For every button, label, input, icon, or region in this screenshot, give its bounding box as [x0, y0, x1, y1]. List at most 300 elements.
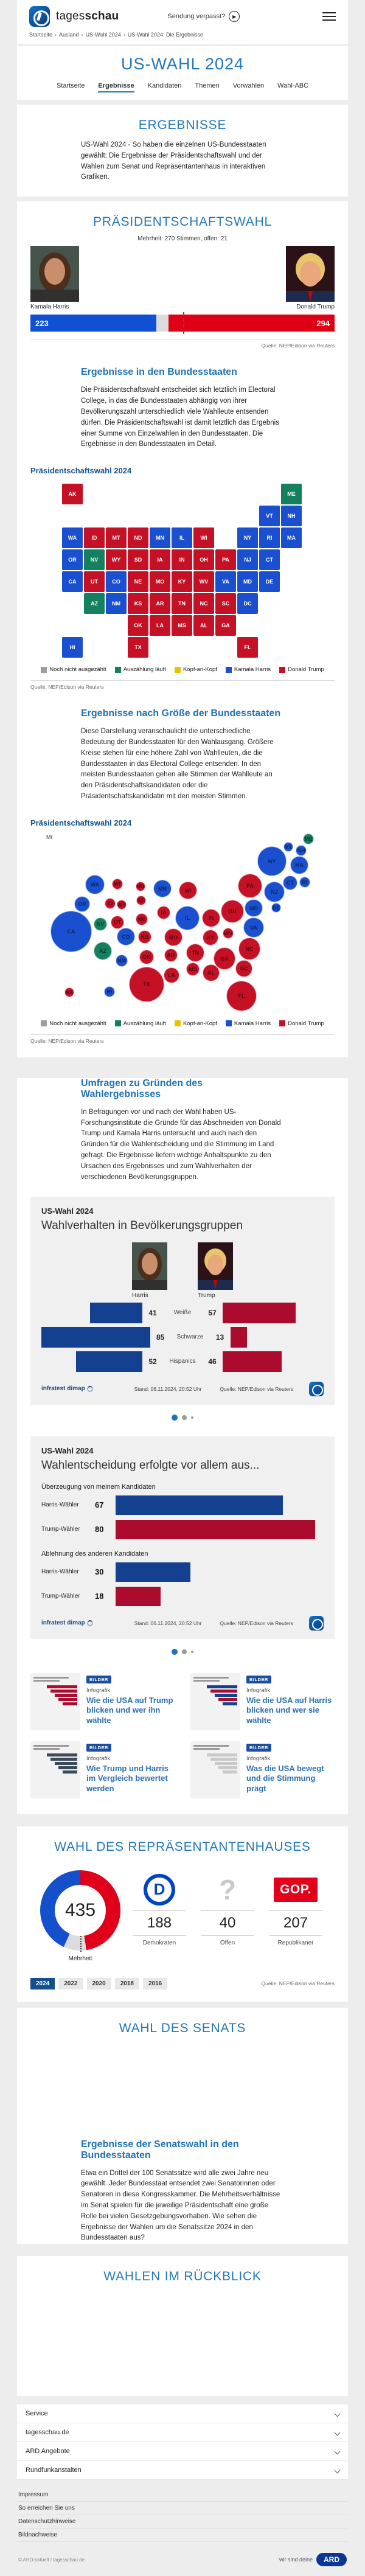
map-state-bubble[interactable]: AZ: [94, 942, 113, 961]
chart-row: [41, 1562, 324, 1582]
chart-row: [41, 1520, 324, 1539]
legend-label: Auszählung läuft: [123, 1020, 166, 1027]
legend-label: Kopf-an-Kopf: [182, 666, 217, 674]
map-state-bubble[interactable]: VT: [283, 842, 293, 852]
legend-item: [226, 1020, 271, 1027]
map-state-bubble[interactable]: NC: [238, 938, 261, 960]
majority-marker: [183, 312, 184, 334]
play-icon[interactable]: ▶: [229, 11, 240, 22]
trump-ev-value: 294: [316, 318, 330, 328]
tagesschau-logo-icon[interactable]: [29, 6, 50, 27]
map-state-tile[interactable]: VT: [259, 506, 280, 526]
group-label: Schwarze: [176, 1334, 204, 1340]
thumb-bar: [58, 1698, 77, 1701]
trump-bar-track: [223, 1303, 324, 1323]
breadcrumb-link[interactable]: Ausland: [59, 32, 79, 38]
map-state-bubble[interactable]: IL: [175, 906, 200, 930]
map-state-tile[interactable]: UT: [84, 571, 105, 592]
map-state-tile[interactable]: CO: [106, 571, 127, 592]
thumb-bar: [210, 1758, 237, 1761]
accordion-label: tagesschau.de: [26, 2429, 69, 2437]
bilder-badge: BILDER: [246, 1676, 271, 1683]
map-state-tile[interactable]: ME: [281, 484, 302, 504]
accordion-rundfunkanstalten[interactable]: [17, 2461, 348, 2480]
map-state-bubble[interactable]: DE: [271, 903, 281, 913]
legend-label: Donald Trump: [288, 1020, 324, 1027]
chart-row: [41, 1303, 324, 1323]
chart-row: [41, 1587, 324, 1606]
harris-bar-track: [41, 1303, 142, 1323]
map-kicker: Präsidentschaftswahl 2024: [30, 466, 132, 476]
tab-wahl-abc[interactable]: Wahl-ABC: [277, 82, 309, 89]
year-button-2016[interactable]: 2016: [143, 1978, 167, 1989]
ev-segment-Donald Trump: [169, 315, 335, 332]
bilder-badge: BILDER: [86, 1676, 111, 1683]
map-legend: [17, 1020, 348, 1027]
year-button-2018[interactable]: 2018: [115, 1978, 139, 1989]
trump-bar-track: [223, 1351, 324, 1372]
thumb-bar: [210, 1690, 237, 1693]
row-value: 18: [95, 1592, 104, 1601]
teaser-card[interactable]: [30, 1673, 175, 1730]
row-label: Trump-Wähler: [41, 1593, 80, 1600]
year-button-2022[interactable]: 2022: [58, 1978, 83, 1989]
map-state-tile[interactable]: ND: [128, 527, 148, 548]
teaser-thumbnail: [190, 1741, 240, 1798]
page-footer: [0, 2396, 365, 2576]
stand-timestamp: Stand: 06.11.2024, 20:52 Uhr: [134, 1385, 202, 1392]
electoral-bar: [30, 315, 335, 332]
map-state-tile[interactable]: TN: [172, 593, 192, 614]
map-state-bubble[interactable]: MO: [164, 928, 182, 946]
gop-logo-icon: GOP.: [274, 1878, 318, 1902]
map-state-tile[interactable]: AR: [150, 593, 170, 614]
ard-logo[interactable]: ARD: [316, 2553, 347, 2566]
map-state-bubble[interactable]: AL: [203, 964, 220, 981]
senat-heading: WAHL DES SENATS: [119, 2021, 246, 2035]
trump-bar-track: [231, 1327, 324, 1348]
breadcrumb-link[interactable]: US-Wahl 2024: [85, 32, 121, 38]
umfragen-text: In Befragungen vor und nach der Wahl haben US-Forschungsinstitute die Gründe für das Abschneiden von Donald Trump und Kamala Harris untersucht und auch nach den Gründen für die Wahlentscheidung und die Stimmung im Land gefragt. Die Ergebnisse liefern wichtige Anhaltspunkte zu den Ursachen des Ergebnisses und zum Wahlverhalten der verschiedenen Bevölkerungsgruppen.: [81, 1108, 281, 1181]
map-state-tile[interactable]: NE: [128, 571, 148, 592]
legend-item: [279, 1020, 324, 1027]
source-note: Quelle: NEP/Edison via Reuters: [220, 1385, 293, 1392]
trump-value: 46: [208, 1357, 217, 1366]
accordion-ardangebote[interactable]: [17, 2442, 348, 2461]
map-state-tile[interactable]: NJ: [237, 549, 258, 570]
map-state-tile[interactable]: VA: [215, 571, 236, 592]
section-rueckblick: [17, 2256, 348, 2396]
map-state-bubble[interactable]: OK: [139, 950, 154, 964]
footer-link[interactable]: Datenschutzhinweise: [17, 2515, 348, 2529]
thumb-bar: [215, 1694, 237, 1697]
teaser-kicker: Infografik: [246, 1687, 271, 1694]
teaser-text: [246, 1741, 335, 1798]
map-state-tile[interactable]: SD: [128, 549, 148, 570]
infratest-dimap-logo: infratest dimap: [41, 1620, 93, 1626]
map-state-bubble[interactable]: IA: [157, 906, 171, 920]
harris-value: 52: [148, 1357, 157, 1366]
map-state-bubble[interactable]: NM: [116, 955, 128, 967]
teaser-text: [246, 1673, 335, 1730]
map-state-bubble[interactable]: CT: [283, 875, 297, 890]
map-state-bubble[interactable]: NJ: [264, 882, 285, 902]
map-state-bubble[interactable]: RI: [299, 877, 310, 888]
thumb-bar: [218, 1698, 237, 1701]
year-button-2020[interactable]: 2020: [87, 1978, 111, 1989]
open-question-icon: ?: [218, 1873, 237, 1906]
tagesschau-logo-icon: [309, 1382, 324, 1396]
map-state-tile[interactable]: KY: [172, 571, 192, 592]
map-state-bubble[interactable]: MN: [153, 880, 171, 897]
groesse-text: Diese Darstellung veranschaulicht die unterschiedliche Bedeutung der Bundesstaaten für den Wahlausgang. Größere Kreise stehen für eine höhere Zahl von Wahlleuten, die die Bundesstaaten in das Electoral College entsenden. In den meisten Bundesstaaten gehen alle Stimmen der Wahlleute an den Präsidentschaftskandidaten oder die Präsidentschaftskandidatin mit den meisten Stimmen.: [81, 728, 274, 800]
row-bar: [116, 1495, 283, 1515]
map-state-bubble[interactable]: NE: [136, 913, 148, 926]
map-state-tile[interactable]: KS: [128, 593, 148, 614]
chevron-down-icon: [335, 2411, 341, 2417]
map-state-tile[interactable]: DC: [237, 593, 258, 614]
ard-claim: wir sind deine: [279, 2557, 313, 2563]
map-state-bubble[interactable]: WV: [223, 928, 234, 939]
footer-accordion: [17, 2404, 348, 2480]
map-state-tile[interactable]: TX: [128, 637, 148, 658]
footer-link[interactable]: Bildnachweise: [17, 2529, 348, 2542]
map-state-bubble[interactable]: KS: [138, 930, 152, 944]
tab-themen[interactable]: Themen: [195, 82, 220, 89]
trump-value: 57: [208, 1308, 217, 1317]
map-state-tile[interactable]: LA: [150, 615, 170, 636]
map-state-tile[interactable]: RI: [259, 527, 280, 548]
thumb-bar: [58, 1766, 77, 1769]
sendung-label: Sendung verpasst?: [167, 13, 226, 20]
carousel-dot[interactable]: [172, 1415, 178, 1421]
section-praesidentschaftswahl: [17, 201, 348, 1057]
stat-demokraten: D 188 Demokraten: [133, 1873, 186, 1946]
year-button-2024[interactable]: 2024: [30, 1978, 55, 1989]
map-state-bubble[interactable]: MS: [186, 963, 200, 976]
teaser-card[interactable]: [190, 1741, 335, 1798]
rep-seats: 207: [269, 1910, 322, 1936]
tagesschau-logo-icon: [309, 1616, 324, 1631]
map-state-tile[interactable]: WY: [106, 549, 127, 570]
map-state-bubble[interactable]: NY: [257, 846, 287, 876]
map-state-tile[interactable]: IA: [150, 549, 170, 570]
carousel-dot[interactable]: [191, 1416, 193, 1419]
map-state-tile[interactable]: AZ: [84, 593, 105, 614]
group-label: Hispanics: [169, 1358, 196, 1365]
map-state-tile[interactable]: MT: [106, 527, 127, 548]
map-state-bubble[interactable]: NV: [94, 917, 108, 931]
map-state-tile[interactable]: OH: [193, 549, 214, 570]
site-header: [17, 0, 348, 44]
thumb-bar: [207, 1685, 237, 1688]
harris-ev-value: 223: [35, 318, 49, 328]
majority-label: Mehrheit: [68, 1955, 92, 1962]
carousel-dot[interactable]: [172, 1649, 178, 1655]
accordion-label: Service: [26, 2410, 48, 2418]
rueckblick-heading: WAHLEN IM RÜCKBLICK: [103, 2269, 262, 2284]
footer-link[interactable]: So erreichen Sie uns: [17, 2502, 348, 2515]
map-state-bubble[interactable]: AR: [164, 949, 178, 963]
menu-icon[interactable]: [322, 10, 336, 23]
carousel-dot[interactable]: [182, 1649, 187, 1654]
majority-note: Mehrheit: 270 Stimmen, offen: 21: [137, 235, 228, 243]
map-state-tile[interactable]: WI: [193, 527, 214, 548]
stat-republikaner: GOP. 207 Republikaner: [269, 1873, 322, 1946]
legend-swatch: [226, 1020, 232, 1026]
trump-photo: [286, 246, 335, 302]
trump-photo: [198, 1242, 233, 1290]
legend-item: [279, 666, 324, 673]
map-state-bubble[interactable]: TX: [129, 967, 164, 1002]
ergebnisse-heading: ERGEBNISSE: [138, 118, 227, 132]
thumb-bar: [63, 1770, 77, 1774]
harris-value: 41: [148, 1308, 157, 1317]
teaser-title[interactable]: Was die USA bewegt und die Stimmung prägt: [246, 1763, 324, 1794]
map-state-tile[interactable]: CT: [259, 549, 280, 570]
thumb-bar: [63, 1702, 77, 1705]
thumb-bar: [223, 1702, 237, 1705]
legend-item: [226, 666, 271, 673]
map-state-tile[interactable]: CA: [62, 571, 83, 592]
map-state-tile[interactable]: AK: [62, 484, 83, 504]
row-value: 30: [95, 1567, 104, 1576]
map-state-bubble[interactable]: MI: [46, 834, 52, 840]
map-state-bubble[interactable]: ME: [303, 834, 314, 844]
teaser-kicker: Infografik: [86, 1755, 111, 1762]
legend-swatch: [175, 667, 181, 673]
map-state-bubble[interactable]: KY: [203, 930, 218, 945]
tab-kandidaten[interactable]: Kandidaten: [147, 82, 182, 89]
bar-group-title: Ablehnung des anderen Kandidaten: [41, 1550, 148, 1558]
map-state-tile[interactable]: DE: [259, 571, 280, 592]
legend-item: [115, 666, 166, 673]
map-state-bubble[interactable]: ID: [105, 898, 116, 909]
map-state-bubble[interactable]: ND: [136, 882, 145, 891]
map-state-bubble[interactable]: SC: [235, 960, 252, 977]
chart-title: Wahlverhalten in Bevölkerungsgruppen: [41, 1219, 243, 1232]
teaser-thumbnail: [30, 1741, 80, 1798]
thumb-bar: [55, 1694, 77, 1697]
row-bar: [116, 1562, 190, 1582]
breadcrumb-link[interactable]: Startseite: [29, 32, 53, 38]
map-state-bubble[interactable]: HI: [104, 986, 115, 997]
teaser-card[interactable]: [30, 1741, 175, 1798]
map-state-bubble[interactable]: UT: [111, 916, 125, 930]
map-state-tile[interactable]: MN: [150, 527, 170, 548]
row-bar: [116, 1520, 315, 1539]
map-state-bubble[interactable]: FL: [226, 981, 257, 1011]
map-state-tile[interactable]: MD: [237, 571, 258, 592]
harris-photo: [30, 246, 79, 302]
chart-row: [41, 1327, 324, 1348]
chevron-down-icon: [335, 2429, 341, 2435]
map-state-bubble[interactable]: OH: [221, 900, 244, 923]
source-note: Quelle: NEP/Edison via Reuters: [261, 343, 335, 349]
year-selector: [30, 1978, 167, 1989]
thumb-bar: [223, 1770, 237, 1774]
map-state-bubble[interactable]: MA: [290, 856, 309, 875]
row-bar: [116, 1587, 161, 1606]
map-state-bubble[interactable]: SD: [136, 896, 146, 905]
chart-kicker: US-Wahl 2024: [41, 1446, 94, 1455]
map-state-tile[interactable]: WV: [193, 571, 214, 592]
thumb-bar: [50, 1690, 77, 1693]
map-state-bubble[interactable]: NH: [296, 845, 307, 856]
thumb-bar: [55, 1762, 77, 1765]
sendung-verpasst-link[interactable]: [167, 11, 240, 22]
map-state-bubble[interactable]: WA: [85, 875, 105, 894]
map-state-tile[interactable]: IL: [172, 527, 192, 548]
brand-wordmark[interactable]: tagesschau: [56, 10, 119, 23]
map-state-bubble[interactable]: AK: [64, 987, 74, 997]
teaser-text: [86, 1741, 175, 1798]
row-label: Harris-Wähler: [41, 1502, 79, 1508]
map-state-tile[interactable]: FL: [237, 637, 258, 658]
map-state-tile[interactable]: NM: [106, 593, 127, 614]
accordion-service[interactable]: [17, 2404, 348, 2423]
map-state-bubble[interactable]: CA: [50, 911, 92, 952]
teaser-thumbnail: [30, 1673, 80, 1730]
map-kicker: Präsidentschaftswahl 2024: [30, 818, 132, 827]
carousel-dot[interactable]: [191, 1651, 193, 1653]
map-state-tile[interactable]: OK: [128, 615, 148, 636]
map-state-bubble[interactable]: CO: [117, 928, 134, 945]
tab-startseite[interactable]: Startseite: [56, 82, 85, 89]
source-note: Quelle: NEP/Edison via Reuters: [261, 1980, 335, 1986]
legend-label: Kopf-an-Kopf: [182, 1020, 217, 1027]
teaser-title[interactable]: Wie Trump und Harris im Vergleich bewertet werden: [86, 1763, 169, 1794]
map-state-tile[interactable]: ID: [84, 527, 105, 548]
accordion-tagesschaude[interactable]: [17, 2423, 348, 2442]
thumb-bar: [207, 1753, 237, 1756]
breadcrumb-link[interactable]: US-Wahl 2024: Die Ergebnisse: [127, 32, 203, 38]
legend-item: [41, 1020, 106, 1027]
harris-name: Kamala Harris: [30, 304, 69, 311]
open-seats: 40: [201, 1910, 254, 1936]
map-state-bubble[interactable]: VA: [243, 917, 263, 938]
map-state-bubble[interactable]: IN: [202, 909, 221, 928]
tab-vorwahlen[interactable]: Vorwahlen: [232, 82, 265, 89]
map-state-tile[interactable]: SC: [215, 593, 236, 614]
teaser-title[interactable]: Wie die USA auf Harris blicken und wer sie wählte: [246, 1695, 332, 1725]
map-state-tile[interactable]: MA: [281, 527, 302, 548]
ev-segment-Kamala Harris: [30, 315, 156, 332]
group-label: Weiße: [173, 1309, 192, 1316]
map-legend: [17, 666, 348, 673]
chevron-down-icon: [335, 2467, 341, 2473]
legend-label: Noch nicht ausgezählt: [49, 666, 106, 674]
map-state-bubble[interactable]: WI: [179, 882, 196, 899]
map-state-bubble[interactable]: GA: [214, 947, 236, 970]
teaser-kicker: Infografik: [246, 1755, 271, 1762]
map-state-bubble[interactable]: LA: [164, 967, 179, 983]
stand-timestamp: Stand: 06.11.2024, 20:52 Uhr: [134, 1620, 202, 1626]
section-repraesentantenhaus: [17, 1826, 348, 2002]
map-state-tile[interactable]: NC: [193, 593, 214, 614]
map-state-tile[interactable]: NY: [237, 527, 258, 548]
map-state-bubble[interactable]: PA: [238, 874, 262, 898]
map-state-tile[interactable]: IN: [172, 549, 192, 570]
accordion-label: Rundfunkanstalten: [26, 2466, 82, 2474]
ev-segment-offen: [156, 315, 169, 332]
chart-wahlentscheidung: [30, 1436, 335, 1639]
legend-label: Kamala Harris: [234, 1020, 271, 1027]
map-state-bubble[interactable]: MD: [245, 899, 262, 917]
harris-bar: [90, 1303, 142, 1323]
legend-swatch: [115, 1020, 121, 1026]
trump-bar: [223, 1351, 282, 1372]
carousel-dot[interactable]: [182, 1415, 187, 1420]
teaser-title[interactable]: Wie die USA auf Trump blicken und wer ihn wählte: [86, 1695, 173, 1725]
thumb-bar: [47, 1753, 77, 1756]
chart-title: Wahlentscheidung erfolgte vor allem aus...: [41, 1458, 260, 1472]
map-state-bubble[interactable]: WY: [117, 900, 127, 910]
infografik-teasers: [30, 1673, 335, 1814]
legend-item: [175, 666, 217, 673]
map-state-tile[interactable]: GA: [215, 615, 236, 636]
tab-ergebnisse[interactable]: Ergebnisse: [98, 82, 134, 92]
section-umfragen: [17, 1078, 348, 1814]
legend-label: Noch nicht ausgezählt: [49, 1020, 106, 1027]
harris-value: 85: [156, 1332, 165, 1342]
legend-item: [41, 666, 106, 673]
ergebnisse-text: US-Wahl 2024 - So haben die einzelnen US-Bundesstaaten gewählt: Die Ergebnisse der Präsidentschaftswahl und der Wahlen zum Senat und Repräsentantenhaus in interaktiven Grafiken.: [81, 141, 266, 181]
democrats-logo-icon: D: [144, 1874, 175, 1906]
accordion-label: ARD Angebote: [26, 2448, 70, 2456]
map-state-tile[interactable]: PA: [215, 549, 236, 570]
bilder-badge: BILDER: [86, 1744, 111, 1752]
map-state-tile[interactable]: OR: [62, 549, 83, 570]
column-label-harris: Harris: [132, 1292, 148, 1299]
legend-swatch: [115, 667, 121, 673]
umfragen-heading: Umfragen zu Gründen des Wahlergebnisses: [81, 1077, 203, 1099]
source-note: Quelle: NEP/Edison via Reuters: [30, 1037, 104, 1044]
teaser-kicker: Infografik: [86, 1687, 111, 1694]
map-state-bubble[interactable]: MT: [112, 879, 123, 889]
legend-swatch: [226, 667, 232, 673]
trump-name: Donald Trump: [296, 304, 335, 311]
teaser-card[interactable]: [190, 1673, 335, 1730]
carousel-dots: [17, 1639, 348, 1657]
footer-links: [17, 2488, 348, 2542]
states-choropleth-map: [62, 484, 303, 659]
legend-swatch: [41, 667, 47, 673]
map-state-tile[interactable]: MO: [150, 571, 170, 592]
bundesstaaten-heading: Ergebnisse in den Bundesstaaten: [81, 367, 237, 378]
footer-link[interactable]: Impressum: [17, 2488, 348, 2502]
map-state-tile[interactable]: WA: [62, 527, 83, 548]
map-state-tile[interactable]: AL: [193, 615, 214, 636]
senat-sub-heading: Ergebnisse der Senatswahl in den Bundesstaaten: [81, 2139, 239, 2160]
map-state-tile[interactable]: NV: [84, 549, 105, 570]
copyright: © ARD-aktuell / tagesschau.de: [18, 2557, 85, 2563]
row-value: 67: [95, 1500, 104, 1509]
carousel-dots: [17, 1405, 348, 1423]
page-title: US-WAHL 2024: [120, 55, 245, 73]
map-state-tile[interactable]: HI: [62, 637, 83, 658]
house-donut-chart: [40, 1870, 120, 1951]
row-value: 80: [95, 1525, 104, 1534]
map-state-bubble[interactable]: TN: [186, 944, 205, 963]
infratest-dimap-logo: infratest dimap: [41, 1385, 93, 1392]
legend-swatch: [279, 1020, 285, 1026]
trump-bar: [223, 1303, 296, 1323]
map-state-tile[interactable]: MS: [172, 615, 192, 636]
source-note: Quelle: NEP/Edison via Reuters: [30, 684, 104, 691]
map-state-bubble[interactable]: OR: [74, 896, 90, 912]
map-state-tile[interactable]: NH: [281, 506, 302, 526]
